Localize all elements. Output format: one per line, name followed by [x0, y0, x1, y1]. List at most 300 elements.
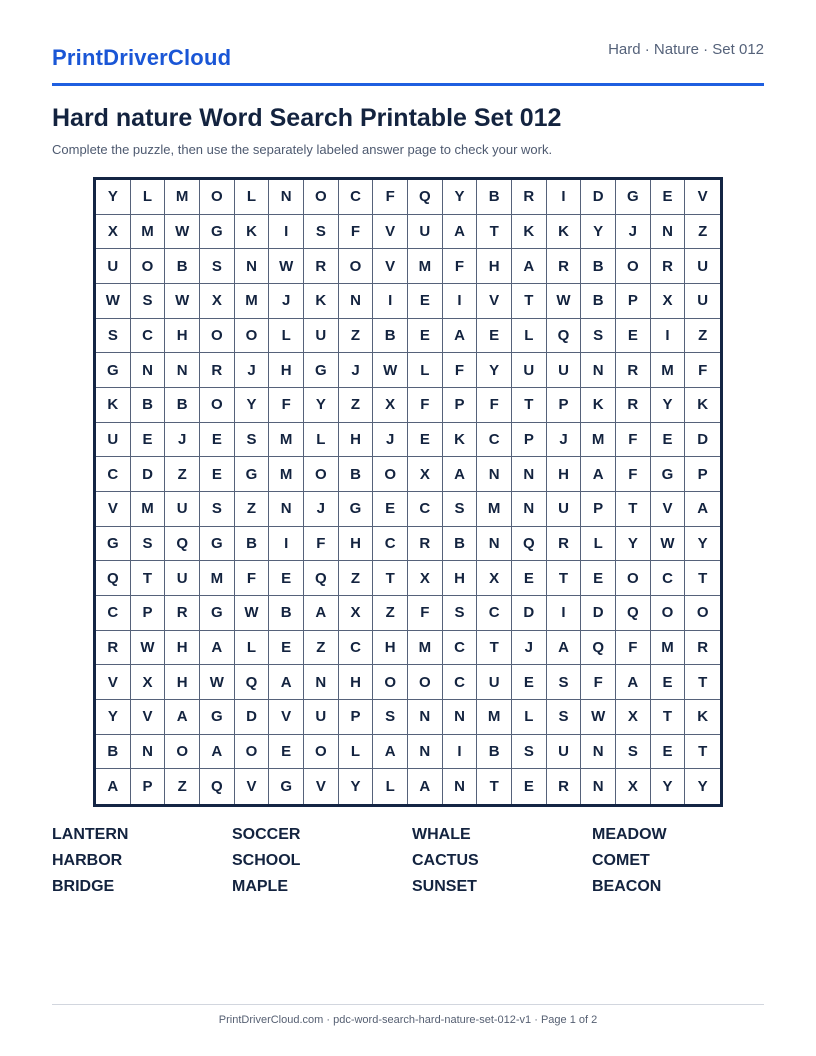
grid-cell: E: [512, 561, 547, 596]
grid-cell: A: [685, 492, 720, 527]
grid-cell: J: [235, 353, 270, 388]
grid-cell: M: [408, 631, 443, 666]
grid-cell: X: [477, 561, 512, 596]
grid-cell: N: [408, 700, 443, 735]
grid-cell: J: [373, 423, 408, 458]
grid-cell: Q: [408, 180, 443, 215]
grid-cell: Z: [165, 457, 200, 492]
header-divider: [52, 83, 764, 86]
grid-cell: M: [651, 631, 686, 666]
page-header: [52, 38, 764, 86]
grid-cell: Z: [339, 319, 374, 354]
word-list-item: WHALE: [412, 826, 471, 843]
grid-cell: F: [616, 631, 651, 666]
grid-cell: P: [616, 284, 651, 319]
grid-cell: S: [443, 596, 478, 631]
grid-cell: B: [443, 527, 478, 562]
grid-cell: T: [373, 561, 408, 596]
grid-cell: L: [304, 423, 339, 458]
grid-cell: A: [96, 769, 131, 804]
grid-cell: L: [512, 319, 547, 354]
grid-cell: N: [477, 457, 512, 492]
grid-cell: F: [443, 249, 478, 284]
grid-cell: W: [547, 284, 582, 319]
grid-cell: I: [443, 284, 478, 319]
grid-cell: T: [547, 561, 582, 596]
grid-cell: C: [339, 631, 374, 666]
grid-cell: D: [581, 596, 616, 631]
grid-cell: A: [304, 596, 339, 631]
grid-cell: I: [443, 735, 478, 770]
grid-cell: C: [373, 527, 408, 562]
grid-cell: A: [269, 665, 304, 700]
grid-cell: E: [200, 423, 235, 458]
grid-cell: G: [339, 492, 374, 527]
grid-cell: Y: [697, 778, 708, 796]
grid-cell: N: [408, 735, 443, 770]
grid-cell: C: [477, 596, 512, 631]
grid-cell: Z: [685, 319, 720, 354]
grid-cell: M: [200, 561, 235, 596]
word-search-grid: [93, 177, 723, 807]
grid-cell: R: [408, 527, 443, 562]
grid-cell: D: [685, 423, 720, 458]
grid-cell: L: [373, 769, 408, 804]
grid-cell: N: [512, 457, 547, 492]
word-list-item: SUNSET: [412, 878, 477, 895]
grid-cell: K: [96, 388, 131, 423]
grid-cell: O: [373, 457, 408, 492]
grid-cell: U: [685, 249, 720, 284]
grid-cell: R: [96, 631, 131, 666]
grid-cell: B: [165, 249, 200, 284]
grid-cell: M: [477, 700, 512, 735]
grid-cell: R: [547, 769, 582, 804]
word-list-item: SCHOOL: [232, 852, 301, 869]
footer-divider: [52, 1004, 764, 1005]
grid-cell: A: [165, 700, 200, 735]
grid-cell: G: [200, 215, 235, 250]
grid-cell: K: [685, 700, 720, 735]
grid-cell: V: [269, 700, 304, 735]
grid-cell: B: [96, 735, 131, 770]
grid-cell: R: [616, 388, 651, 423]
grid-cell: Q: [581, 631, 616, 666]
grid-cell: S: [200, 492, 235, 527]
grid-cell: M: [131, 492, 166, 527]
grid-cell: H: [373, 631, 408, 666]
grid-cell: S: [547, 665, 582, 700]
grid-cell: B: [581, 249, 616, 284]
grid-cell: U: [165, 561, 200, 596]
grid-cell: H: [165, 665, 200, 700]
grid-cell: B: [477, 735, 512, 770]
grid-cell: Y: [616, 527, 651, 562]
grid-cell: Q: [200, 769, 235, 804]
grid-cell: H: [269, 353, 304, 388]
puzzle-meta: Hard · Nature · Set 012: [608, 41, 764, 58]
grid-cell: O: [235, 735, 270, 770]
grid-cell: C: [339, 180, 374, 215]
grid-cell: B: [269, 596, 304, 631]
word-list: [52, 824, 772, 902]
grid-cell: F: [373, 180, 408, 215]
grid-cell: F: [477, 388, 512, 423]
grid-cell: M: [235, 284, 270, 319]
grid-cell: C: [443, 631, 478, 666]
grid-cell: R: [200, 353, 235, 388]
grid-cell: B: [165, 388, 200, 423]
grid-cell: E: [408, 423, 443, 458]
grid-cell: O: [616, 561, 651, 596]
grid-cell: N: [131, 735, 166, 770]
grid-cell: B: [339, 457, 374, 492]
grid-cell: O: [200, 319, 235, 354]
grid-cell: Q: [547, 319, 582, 354]
grid-cell: M: [131, 215, 166, 250]
word-list-item: MAPLE: [232, 878, 288, 895]
grid-cell: E: [512, 665, 547, 700]
grid-cell: A: [200, 631, 235, 666]
word-list-item: MEADOW: [592, 826, 667, 843]
grid-cell: T: [477, 631, 512, 666]
grid-cell: Y: [477, 353, 512, 388]
grid-cell: Z: [339, 388, 374, 423]
grid-cell: P: [443, 388, 478, 423]
grid-cell: N: [512, 492, 547, 527]
grid-cell: G: [616, 180, 651, 215]
grid-cell: O: [165, 735, 200, 770]
grid-cell: E: [581, 561, 616, 596]
grid-cell: E: [269, 561, 304, 596]
grid-cell: F: [616, 457, 651, 492]
grid-cell: H: [339, 423, 374, 458]
grid-cell: U: [96, 423, 131, 458]
grid-cell: R: [685, 631, 720, 666]
grid-cell: H: [165, 631, 200, 666]
grid-cell: C: [96, 596, 131, 631]
grid-cell: W: [200, 665, 235, 700]
grid-cell: G: [200, 527, 235, 562]
grid-cell: N: [581, 353, 616, 388]
grid-cell: L: [512, 700, 547, 735]
grid-cell: G: [304, 353, 339, 388]
grid-cell: C: [443, 665, 478, 700]
word-list-item: HARBOR: [52, 852, 123, 869]
grid-cell: W: [269, 249, 304, 284]
grid-cell: S: [131, 284, 166, 319]
grid-cell: N: [131, 353, 166, 388]
grid-cell: X: [408, 457, 443, 492]
grid-cell: U: [547, 735, 582, 770]
grid-cell: N: [477, 527, 512, 562]
grid-cell: A: [443, 215, 478, 250]
grid-cell: C: [408, 492, 443, 527]
grid-cell: J: [547, 423, 582, 458]
grid-cell: A: [443, 319, 478, 354]
grid-cell: I: [547, 596, 582, 631]
grid-cell: D: [581, 180, 616, 215]
grid-cell: M: [165, 180, 200, 215]
grid-cell: E: [651, 180, 686, 215]
grid-cell: Y: [651, 769, 686, 804]
grid-cell: U: [477, 665, 512, 700]
grid-cell: W: [651, 527, 686, 562]
grid-cell: T: [685, 735, 720, 770]
grid-cell: R: [547, 527, 582, 562]
grid-cell: G: [200, 700, 235, 735]
grid-cell: H: [339, 527, 374, 562]
grid-cell: L: [408, 353, 443, 388]
grid-cell: B: [131, 388, 166, 423]
grid-cell: H: [165, 319, 200, 354]
grid-cell: R: [547, 249, 582, 284]
grid-cell: X: [616, 700, 651, 735]
grid-cell: V: [477, 284, 512, 319]
word-list-item: LANTERN: [52, 826, 129, 843]
grid-cell: W: [581, 700, 616, 735]
word-list-item: COMET: [592, 852, 650, 869]
grid-cell: O: [235, 319, 270, 354]
grid-cell: V: [96, 665, 131, 700]
grid-cell: O: [408, 665, 443, 700]
grid-cell: R: [512, 180, 547, 215]
grid-cell: G: [96, 527, 131, 562]
grid-cell: F: [408, 596, 443, 631]
grid-cell: E: [373, 492, 408, 527]
grid-cell: A: [443, 457, 478, 492]
grid-cell: X: [408, 561, 443, 596]
grid-cell: I: [269, 215, 304, 250]
page-footer: PrintDriverCloud.com · pdc-word-search-hard-nature-set-012-v1 · Page 1 of 2: [218, 1014, 598, 1026]
grid-cell: Y: [304, 388, 339, 423]
grid-cell: K: [547, 215, 582, 250]
grid-cell: T: [685, 561, 720, 596]
grid-cell: F: [235, 561, 270, 596]
grid-cell: N: [269, 492, 304, 527]
grid-cell: X: [373, 388, 408, 423]
grid-cell: U: [96, 249, 131, 284]
word-list-item: SOCCER: [232, 826, 301, 843]
grid-cell: S: [581, 319, 616, 354]
grid-cell: Z: [304, 631, 339, 666]
grid-cell: P: [339, 700, 374, 735]
grid-cell: T: [477, 769, 512, 804]
grid-cell: E: [651, 665, 686, 700]
grid-cell: Q: [165, 527, 200, 562]
grid-cell: O: [373, 665, 408, 700]
grid-cell: F: [443, 353, 478, 388]
grid-cell: U: [512, 353, 547, 388]
grid-cell: Y: [339, 769, 374, 804]
grid-cell: N: [304, 665, 339, 700]
grid-cell: U: [547, 492, 582, 527]
grid-cell: A: [408, 769, 443, 804]
grid-cell: U: [408, 215, 443, 250]
grid-cell: M: [581, 423, 616, 458]
grid-cell: L: [235, 180, 270, 215]
grid-cell: H: [339, 665, 374, 700]
grid-cell: L: [269, 319, 304, 354]
grid-cell: A: [616, 665, 651, 700]
grid-cell: J: [269, 284, 304, 319]
grid-cell: J: [616, 215, 651, 250]
grid-cell: E: [131, 423, 166, 458]
grid-cell: U: [304, 319, 339, 354]
grid-cell: F: [616, 423, 651, 458]
grid-cell: E: [200, 457, 235, 492]
grid-cell: G: [96, 353, 131, 388]
grid-cell: C: [96, 457, 131, 492]
grid-cell: X: [131, 665, 166, 700]
grid-cell: S: [512, 735, 547, 770]
grid-cell: P: [131, 769, 166, 804]
grid-cell: W: [373, 353, 408, 388]
grid-cell: Y: [96, 700, 131, 735]
grid-cell: K: [512, 215, 547, 250]
grid-cell: P: [547, 388, 582, 423]
grid-cell: X: [616, 769, 651, 804]
grid-cell: W: [165, 215, 200, 250]
grid-cell: K: [581, 388, 616, 423]
grid-cell: P: [685, 457, 720, 492]
grid-cell: L: [339, 735, 374, 770]
grid-cell: X: [96, 215, 131, 250]
grid-cell: K: [685, 388, 720, 423]
grid-cell: I: [547, 180, 582, 215]
grid-cell: W: [96, 284, 131, 319]
grid-cell: X: [200, 284, 235, 319]
grid-cell: H: [477, 249, 512, 284]
grid-cell: B: [581, 284, 616, 319]
grid-cell: R: [304, 249, 339, 284]
grid-cell: Q: [616, 596, 651, 631]
grid-cell: C: [131, 319, 166, 354]
grid-cell: I: [651, 319, 686, 354]
grid-cell: J: [339, 353, 374, 388]
grid-cell: A: [512, 249, 547, 284]
grid-cell: J: [165, 423, 200, 458]
grid-cell: Y: [96, 180, 131, 215]
grid-cell: B: [477, 180, 512, 215]
grid-cell: B: [235, 527, 270, 562]
grid-cell: L: [581, 527, 616, 562]
grid-cell: T: [512, 388, 547, 423]
word-list-item: BEACON: [592, 878, 662, 895]
grid-cell: T: [651, 700, 686, 735]
grid-cell: U: [165, 492, 200, 527]
page-subtitle: Complete the puzzle, then use the separately labeled answer page to check your work.: [52, 142, 553, 157]
grid-cell: W: [131, 631, 166, 666]
grid-cell: S: [200, 249, 235, 284]
grid-cell: E: [616, 319, 651, 354]
grid-cell: O: [200, 180, 235, 215]
grid-cell: L: [131, 180, 166, 215]
grid-cell: V: [131, 700, 166, 735]
grid-cell: E: [651, 423, 686, 458]
grid-cell: O: [685, 596, 720, 631]
grid-cell: N: [581, 769, 616, 804]
grid-cell: W: [165, 284, 200, 319]
grid-cell: Q: [512, 527, 547, 562]
grid-cell: Y: [651, 388, 686, 423]
grid-cell: H: [547, 457, 582, 492]
grid-cell: H: [443, 561, 478, 596]
grid-cell: X: [651, 284, 686, 319]
grid-cell: N: [165, 353, 200, 388]
grid-cell: Y: [581, 215, 616, 250]
grid-cell: Z: [339, 561, 374, 596]
grid-cell: D: [235, 700, 270, 735]
grid-cell: P: [581, 492, 616, 527]
grid-cell: E: [512, 769, 547, 804]
grid-cell: Q: [96, 561, 131, 596]
grid-cell: Z: [685, 215, 720, 250]
grid-cell: T: [477, 215, 512, 250]
grid-cell: G: [269, 769, 304, 804]
grid-cell: F: [581, 665, 616, 700]
word-list-item: CACTUS: [412, 852, 479, 869]
grid-cell: E: [651, 735, 686, 770]
grid-cell: A: [547, 631, 582, 666]
page-title: Hard nature Word Search Printable Set 012: [52, 104, 562, 132]
grid-cell: V: [96, 492, 131, 527]
grid-cell: N: [339, 284, 374, 319]
grid-cell: S: [373, 700, 408, 735]
grid-cell: U: [304, 700, 339, 735]
grid-cell: O: [131, 249, 166, 284]
grid-cell: S: [235, 423, 270, 458]
grid-cell: E: [408, 319, 443, 354]
grid-cell: G: [235, 457, 270, 492]
grid-cell: F: [339, 215, 374, 250]
grid-cell: L: [235, 631, 270, 666]
grid-cell: O: [304, 457, 339, 492]
grid-cell: R: [651, 249, 686, 284]
grid-cell: Y: [235, 388, 270, 423]
grid-cell: R: [165, 596, 200, 631]
grid-cell: S: [131, 527, 166, 562]
brand-logo[interactable]: PrintDriverCloud: [52, 45, 232, 70]
grid-cell: U: [685, 284, 720, 319]
grid-cell: N: [269, 180, 304, 215]
grid-cell: P: [131, 596, 166, 631]
grid-cell: T: [685, 665, 720, 700]
grid-cell: G: [200, 596, 235, 631]
grid-cell: K: [304, 284, 339, 319]
grid-cell: D: [512, 596, 547, 631]
grid-cell: S: [304, 215, 339, 250]
grid-cell: T: [512, 284, 547, 319]
grid-cell: W: [235, 596, 270, 631]
grid-cell: B: [373, 319, 408, 354]
grid-cell: G: [651, 457, 686, 492]
grid-cell: F: [304, 527, 339, 562]
grid-cell: N: [581, 735, 616, 770]
grid-cell: A: [581, 457, 616, 492]
grid-cell: V: [373, 249, 408, 284]
grid-cell: V: [235, 769, 270, 804]
grid-cell: N: [651, 215, 686, 250]
grid-cell: V: [651, 492, 686, 527]
grid-cell: S: [443, 492, 478, 527]
grid-cell: U: [547, 353, 582, 388]
grid-cell: Q: [304, 561, 339, 596]
grid-cell: O: [651, 596, 686, 631]
grid-cell: I: [373, 284, 408, 319]
grid-cell: Z: [165, 769, 200, 804]
grid-cell: T: [131, 561, 166, 596]
